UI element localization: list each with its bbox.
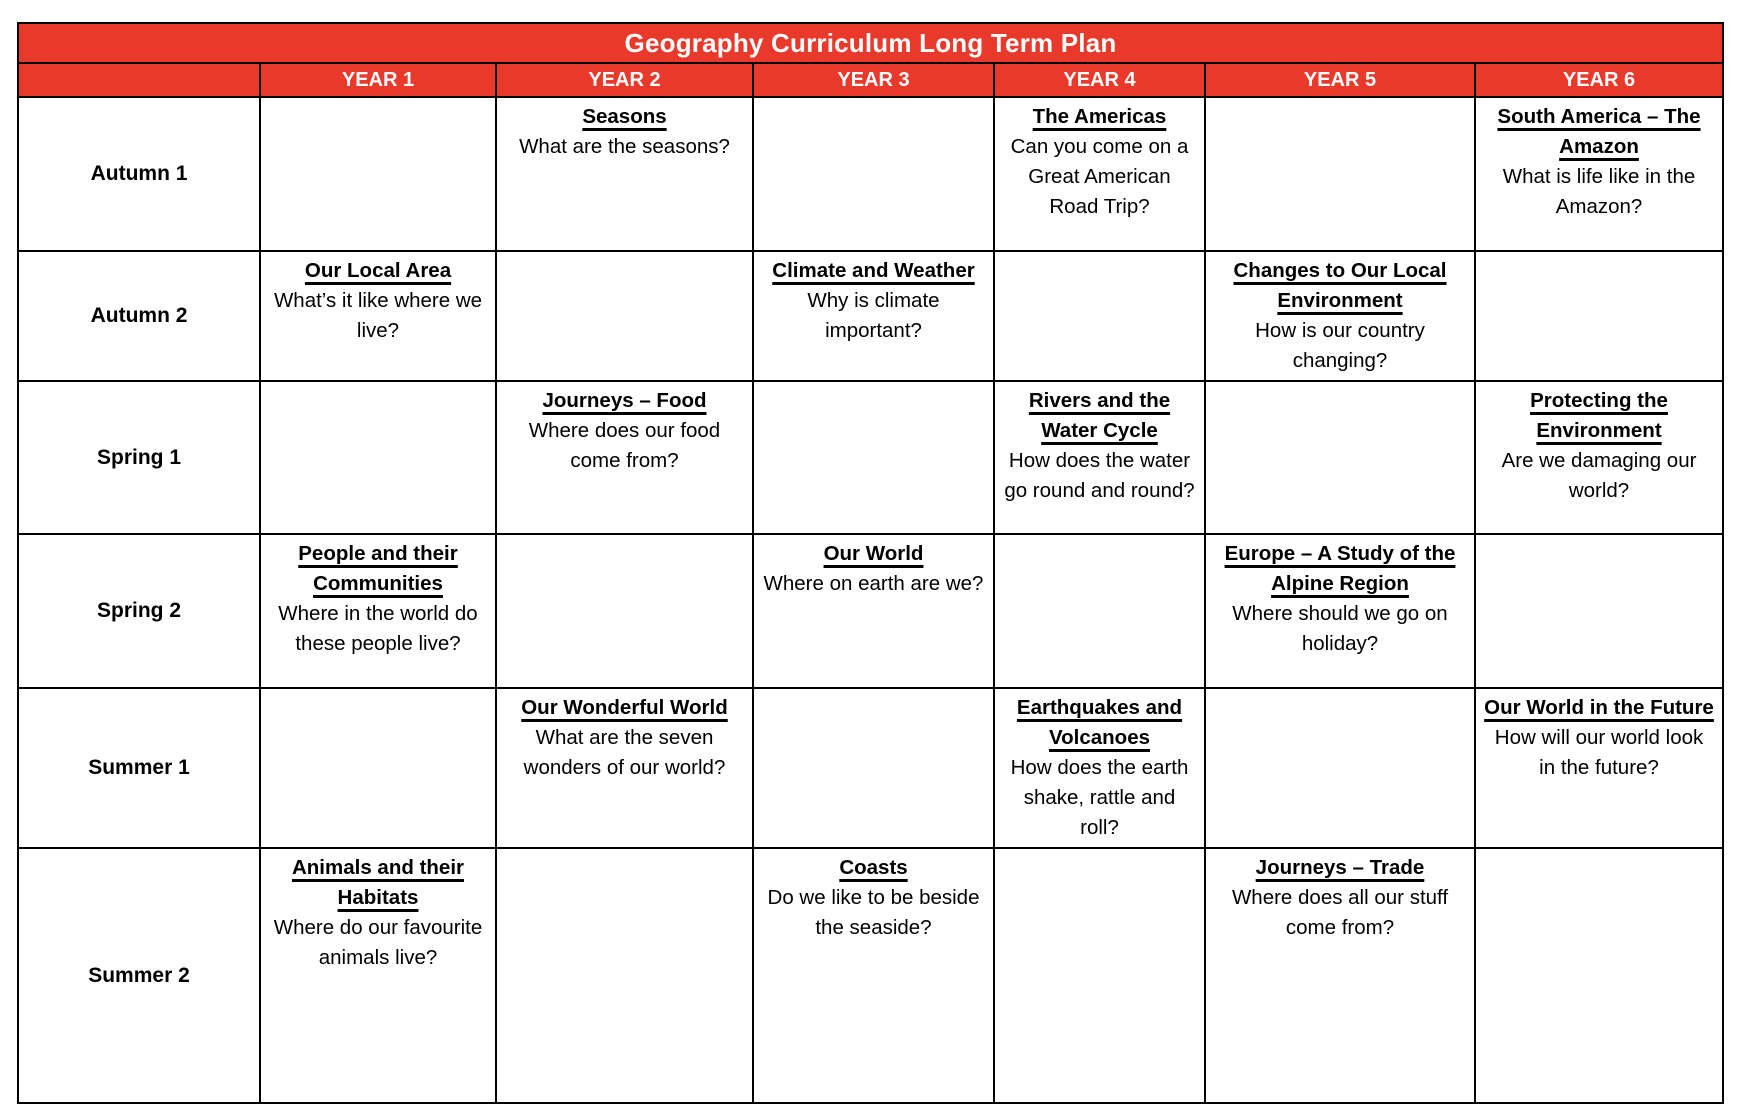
cell-autumn2-year2 [496,251,753,381]
year-3-header: YEAR 3 [753,63,994,97]
cell-summer2-year6 [1475,848,1723,1103]
topic-title: Earthquakes and Volcanoes [1016,696,1183,749]
cell-spring1-year6 [1475,381,1723,534]
cell-autumn2-year5 [1205,251,1475,381]
cell-spring2-year3 [753,534,994,688]
title-row [18,23,1723,63]
topic-question: What are the seven wonders of our world? [523,726,726,779]
topic-title: The Americas [1032,105,1167,128]
year-1-header: YEAR 1 [260,63,496,97]
topic-question: Where in the world do these people live? [278,602,478,655]
table-row-summer-1 [18,688,1723,848]
cell-spring1-year1 [260,381,496,534]
cell-spring2-year4 [994,534,1205,688]
table-row-autumn-1 [18,97,1723,251]
cell-summer1-year2 [496,688,753,848]
cell-autumn1-year1 [260,97,496,251]
cell-summer2-year5 [1205,848,1475,1103]
topic-question: How does the earth shake, rattle and roll? [1010,756,1189,839]
cell-spring1-year4 [994,381,1205,534]
topic-question: Where does all our stuff come from? [1231,886,1449,939]
topic-question: Can you come on a Great American Road Trip? [1010,135,1189,218]
topic-question: How will our world look in the future? [1494,726,1704,779]
cell-summer1-year1 [260,688,496,848]
cell-summer1-year6 [1475,688,1723,848]
page-title: Geography Curriculum Long Term Plan [18,23,1723,63]
topic-title: Our World in the Future [1484,696,1714,719]
cell-summer2-year2 [496,848,753,1103]
cell-spring1-year5 [1205,381,1475,534]
topic-title: South America – The Amazon [1497,105,1701,158]
corner-cell [18,63,260,97]
topic-question: What’s it like where we live? [273,289,483,342]
year-4-header: YEAR 4 [994,63,1205,97]
cell-summer2-year1 [260,848,496,1103]
cell-spring2-year6 [1475,534,1723,688]
cell-summer2-year3 [753,848,994,1103]
cell-autumn1-year5 [1205,97,1475,251]
topic-question: Why is climate important? [807,289,940,342]
year-2-header: YEAR 2 [496,63,753,97]
cell-spring1-year2 [496,381,753,534]
curriculum-table [17,22,1724,1104]
topic-title: People and their Communities [298,542,458,595]
topic-title: Our Wonderful World [521,696,728,719]
cell-autumn2-year1 [260,251,496,381]
cell-summer1-year4 [994,688,1205,848]
term-label: Spring 1 [18,381,260,534]
table-row-summer-2 [18,848,1723,1103]
topic-title: Our Local Area [304,259,452,282]
cell-spring2-year2 [496,534,753,688]
topic-question: What are the seasons? [519,135,730,158]
topic-title: Changes to Our Local Environment [1233,259,1447,312]
cell-summer1-year3 [753,688,994,848]
term-label: Spring 2 [18,534,260,688]
cell-spring1-year3 [753,381,994,534]
cell-autumn2-year3 [753,251,994,381]
topic-title: Coasts [839,856,908,879]
year-6-header: YEAR 6 [1475,63,1723,97]
cell-spring2-year5 [1205,534,1475,688]
topic-question: What is life like in the Amazon? [1502,165,1696,218]
topic-question: Where does our food come from? [528,419,721,472]
topic-question: Where should we go on holiday? [1232,602,1448,655]
topic-title: Animals and their Habitats [291,856,464,909]
term-label: Autumn 2 [18,251,260,381]
table-row-spring-2 [18,534,1723,688]
year-5-header: YEAR 5 [1205,63,1475,97]
cell-autumn1-year4 [994,97,1205,251]
topic-question: Are we damaging our world? [1501,449,1697,502]
cell-summer1-year5 [1205,688,1475,848]
topic-question: Where do our favourite animals live? [273,916,483,969]
topic-question: Do we like to be beside the seaside? [767,886,980,939]
topic-title: Protecting the Environment [1530,389,1668,442]
cell-summer2-year4 [994,848,1205,1103]
cell-autumn2-year4 [994,251,1205,381]
year-header-row [18,63,1723,97]
topic-title: Seasons [582,105,667,128]
cell-autumn1-year2 [496,97,753,251]
topic-question: How is our country changing? [1255,319,1425,372]
cell-autumn1-year3 [753,97,994,251]
cell-spring2-year1 [260,534,496,688]
topic-question: How does the water go round and round? [1004,449,1195,502]
topic-question: Where on earth are we? [763,572,984,595]
term-label: Summer 1 [18,688,260,848]
topic-title: Our World [823,542,924,565]
table-row-autumn-2 [18,251,1723,381]
topic-title: Journeys – Trade [1255,856,1425,879]
cell-autumn2-year6 [1475,251,1723,381]
topic-title: Climate and Weather [772,259,975,282]
term-label: Autumn 1 [18,97,260,251]
topic-title: Journeys – Food [542,389,707,412]
cell-autumn1-year6 [1475,97,1723,251]
table-row-spring-1 [18,381,1723,534]
topic-title: Europe – A Study of the Alpine Region [1224,542,1456,595]
term-label: Summer 2 [18,848,260,1103]
topic-title: Rivers and the Water Cycle [1028,389,1171,442]
